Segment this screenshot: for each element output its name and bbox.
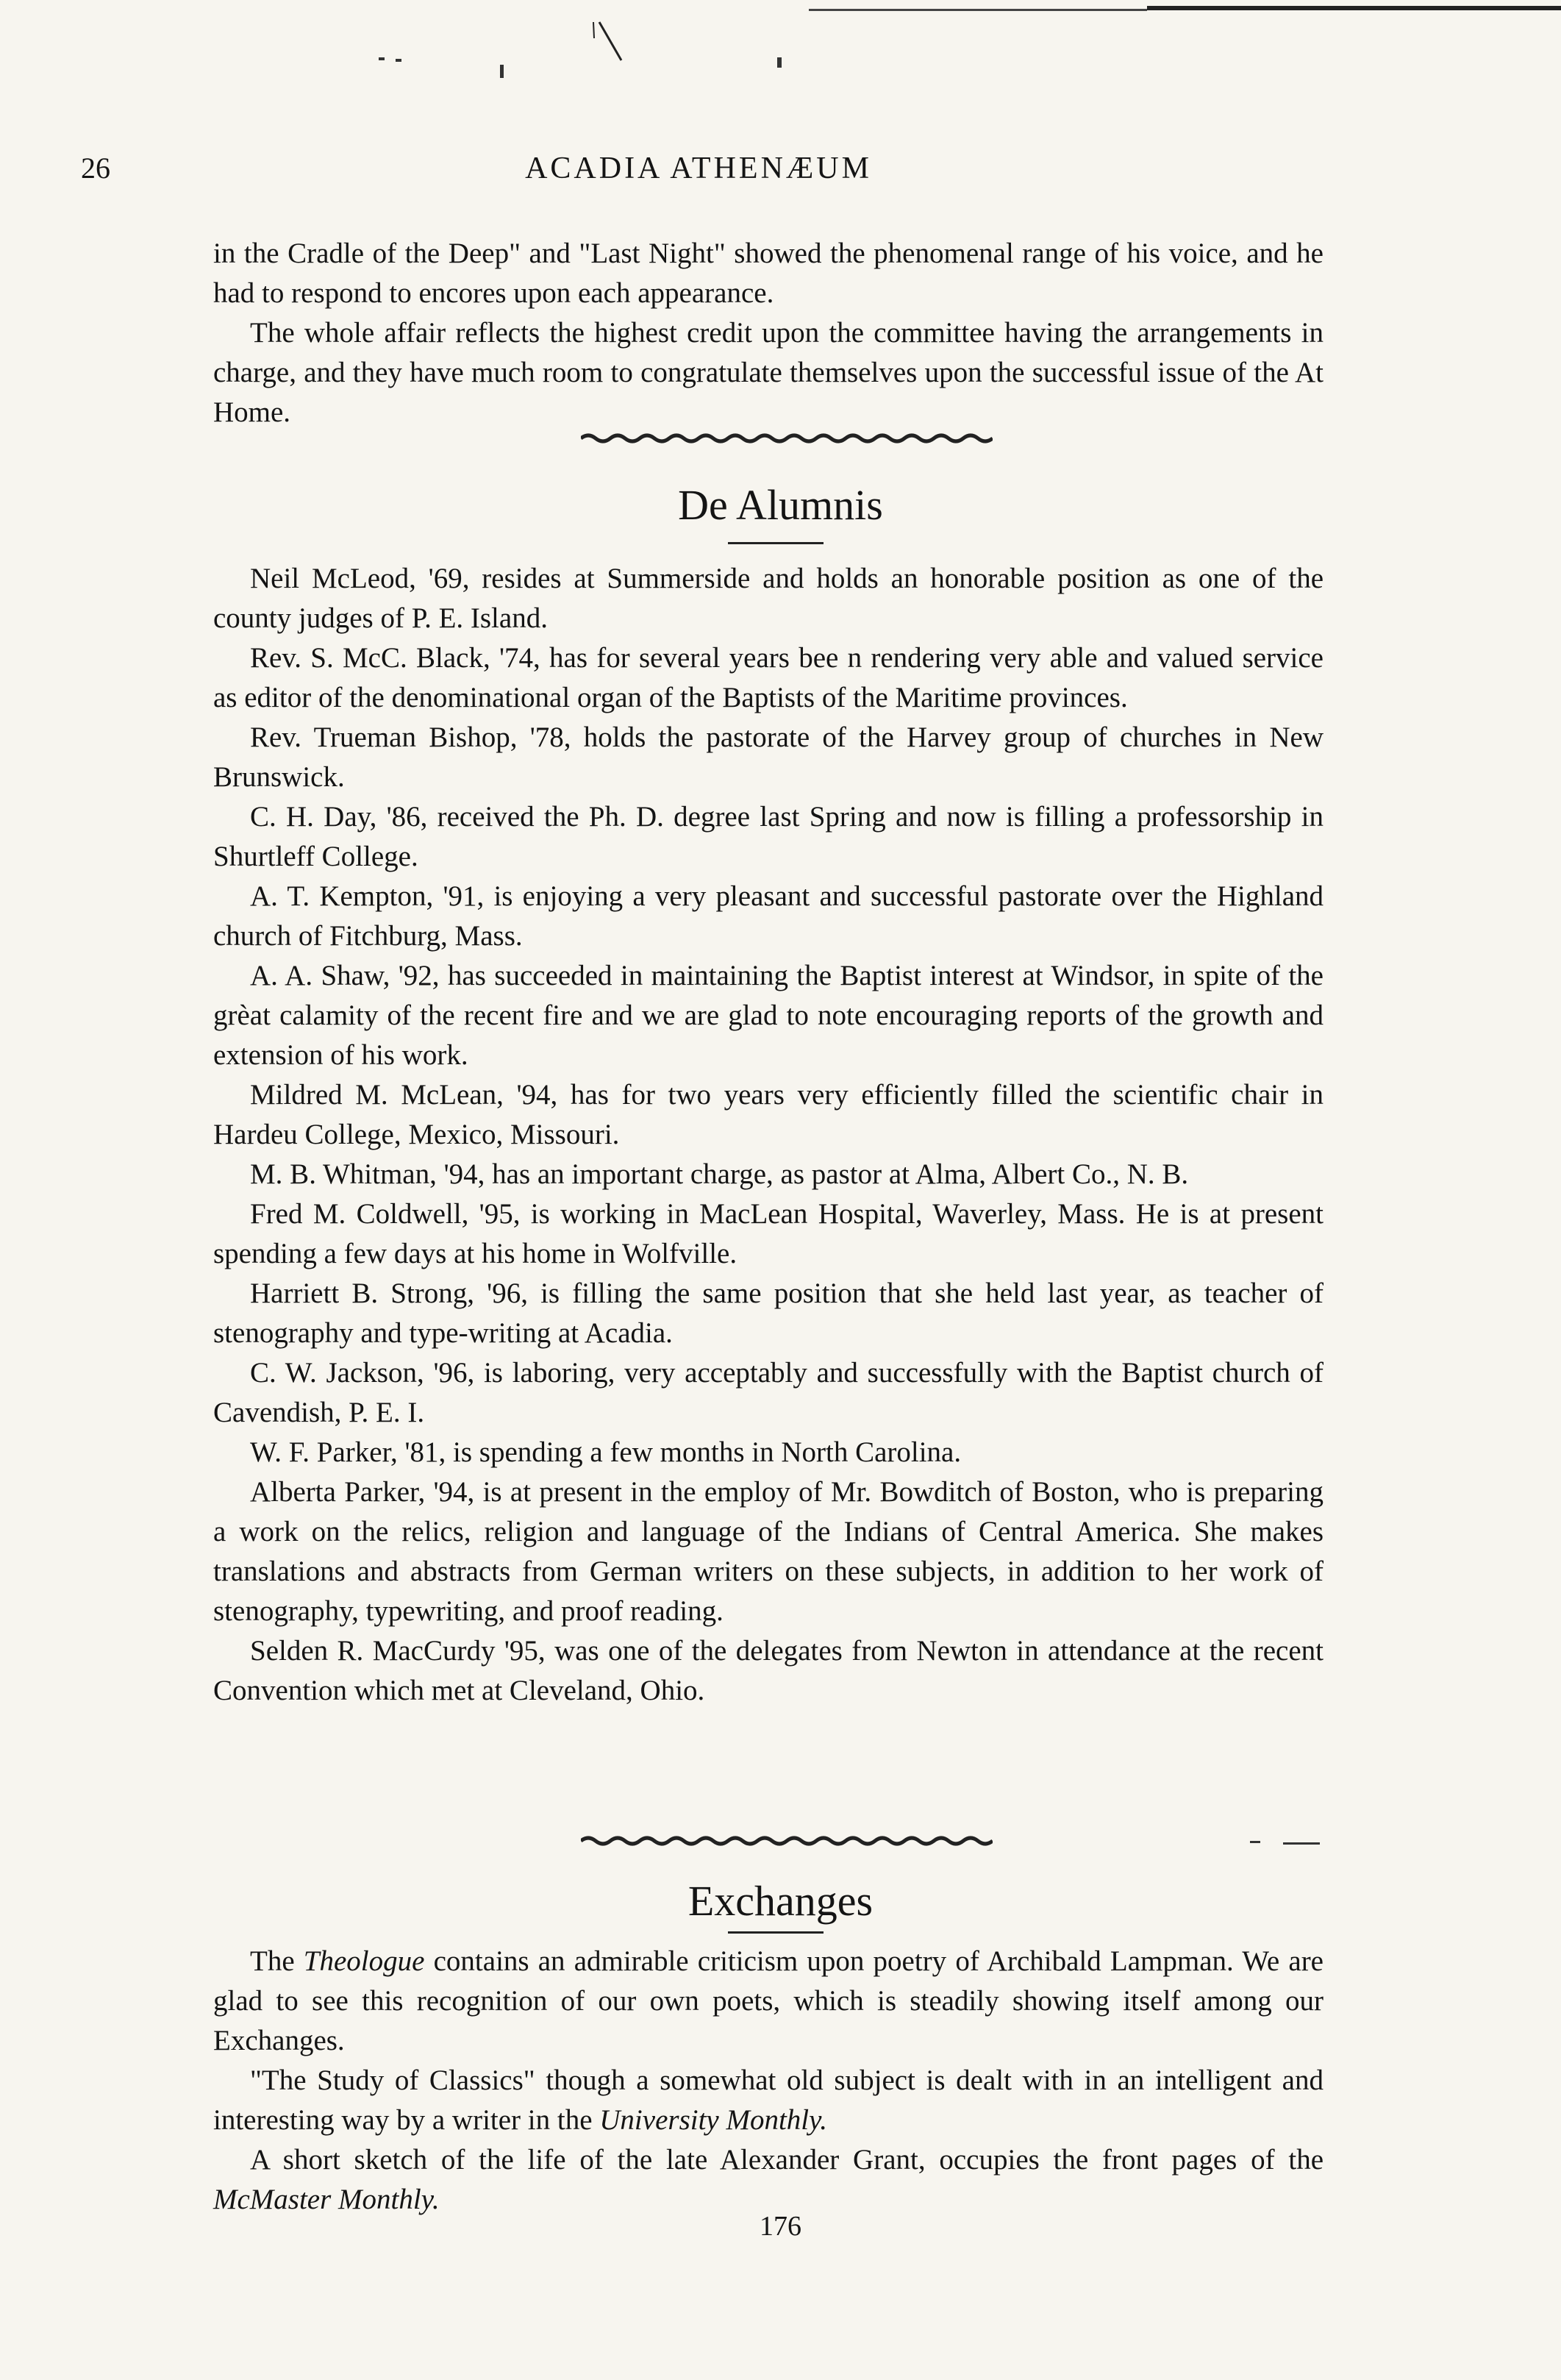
alumni-entry: Selden R. MacCurdy '95, was one of the delegates from Newton in attendance at the recent Convention which met at Cleveland, Ohio. [213, 1635, 1324, 1706]
margin-mark [1283, 1842, 1320, 1845]
intro-paragraph: The whole affair reflects the highest credit upon the committee having the arrangements in charge, and they have much room to congratulate themselves upon the successful issue of the At Home. [213, 317, 1324, 428]
alumni-entry: Rev. S. McC. Black, '74, has for several years bee n rendering very able and valued service as editor of the denominational organ of the Baptists of the Maritime provinces. [213, 642, 1324, 713]
section-heading-alumnis: De Alumnis [678, 481, 883, 529]
alumni-entry: A. A. Shaw, '92, has succeeded in maintaining the Baptist interest at Windsor, in spite of the grèat calamity of the recent fire and we are glad to note encouraging reports of the growth and extension of his work. [213, 960, 1324, 1071]
journal-title: ACADIA ATHENÆUM [525, 152, 872, 185]
page-number: 26 [81, 152, 110, 185]
alumni-entry: Harriett B. Strong, '96, is filling the same position that she held last year, as teacher of stenography and type-writing at Acadia. [213, 1278, 1324, 1349]
alumni-entry: Alberta Parker, '94, is at present in the employ of Mr. Bowditch of Boston, who is preparing a work on the relics, religion and language of the Indians of Central America. She makes translations and abstracts from German writers on these subjects, in addition to her work of stenography, typewriting, and proof reading. [213, 1476, 1324, 1627]
alumni-entry: A. T. Kempton, '91, is enjoying a very pleasant and successful pastorate over the Highland church of Fitchburg, Mass. [213, 880, 1324, 952]
exchange-paragraph: "The Study of Classics" though a somewhat old subject is dealt with in an intelligent and interesting way by a writer in the University Monthly. [213, 2064, 1324, 2136]
heading-rule [728, 542, 824, 544]
exchanges-text [213, 1942, 1324, 2220]
alumni-entry: C. W. Jackson, '96, is laboring, very acceptably and successfully with the Baptist church of Cavendish, P. E. I. [213, 1357, 1324, 1428]
intro-paragraph: in the Cradle of the Deep" and "Last Night" showed the phenomenal range of his voice, and he had to respond to encores upon each appearance. [213, 238, 1324, 309]
section-heading-exchanges: Exchanges [687, 1877, 874, 1925]
ornamental-separator [581, 1835, 993, 1847]
alumnis-entries [213, 559, 1324, 1711]
scan-marks [0, 0, 1561, 81]
alumni-entry: W. F. Parker, '81, is spending a few months in North Carolina. [250, 1436, 962, 1468]
exchange-paragraph: The Theologue contains an admirable criticism upon poetry of Archibald Lampman. We are glad to see this recognition of our own poets, which is steadily showing itself among our Exchanges. [213, 1945, 1324, 2056]
folio-number: 176 [760, 2211, 801, 2242]
ornamental-separator [581, 432, 993, 444]
page-header [81, 151, 1316, 202]
margin-mark [1250, 1841, 1260, 1843]
alumni-entry: Rev. Trueman Bishop, '78, holds the pastorate of the Harvey group of churches in New Brunswick. [213, 722, 1324, 793]
publication-title: McMaster Monthly. [213, 2184, 440, 2215]
alumni-entry: Fred M. Coldwell, '95, is working in MacLean Hospital, Waverley, Mass. He is at present spending a few days at his home in Wolfville. [213, 1198, 1324, 1269]
alumni-entry: M. B. Whitman, '94, has an important charge, as pastor at Alma, Albert Co., N. B. [250, 1158, 1189, 1190]
heading-rule [728, 1931, 824, 1934]
publication-title: University Monthly. [599, 2104, 828, 2136]
exchange-paragraph: A short sketch of the life of the late Alexander Grant, occupies the front pages of the McMaster Monthly. [213, 2144, 1324, 2215]
alumni-entry: Neil McLeod, '69, resides at Summerside and holds an honorable position as one of the county judges of P. E. Island. [213, 563, 1324, 634]
intro-text [213, 234, 1324, 432]
publication-title: Theologue [303, 1945, 425, 1977]
alumni-entry: Mildred M. McLean, '94, has for two years very efficiently filled the scientific chair in Hardeu College, Mexico, Missouri. [213, 1079, 1324, 1150]
alumni-entry: C. H. Day, '86, received the Ph. D. degree last Spring and now is filling a professorship in Shurtleff College. [213, 801, 1324, 872]
